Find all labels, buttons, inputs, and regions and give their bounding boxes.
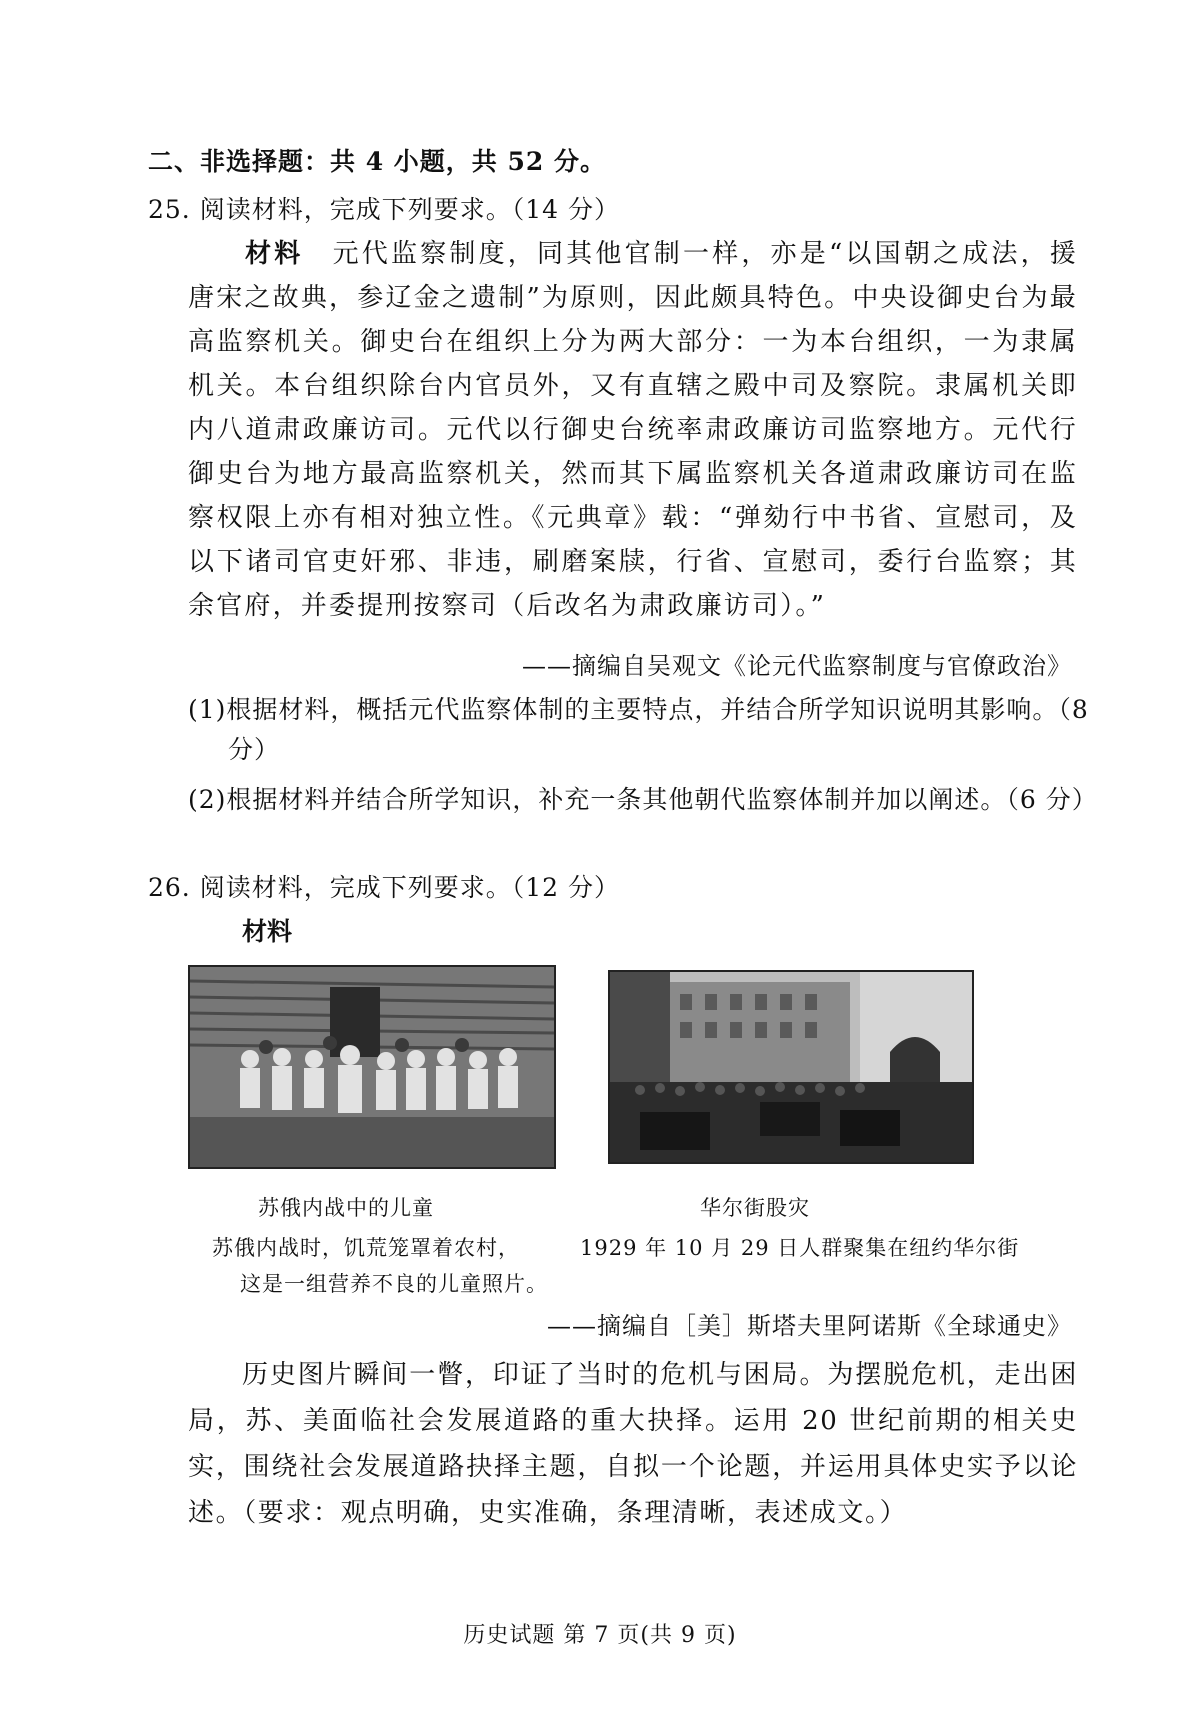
photo-soviet-children-image	[190, 967, 554, 1167]
photo1-caption-line1: 苏俄内战时，饥荒笼罩着农村，	[212, 1236, 520, 1260]
question-25-sub1: (1)根据材料，概括元代监察体制的主要特点，并结合所学知识说明其影响。（8 分）	[188, 695, 1089, 764]
photo2-caption-line1: 1929 年 10 月 29 日人群聚集在纽约华尔街	[580, 1236, 1020, 1260]
question-26-material-label: 材料	[242, 917, 293, 946]
question-25-source: ——摘编自吴观文《论元代监察制度与官僚政治》	[522, 652, 1072, 680]
photo1-title: 苏俄内战中的儿童	[258, 1196, 434, 1220]
photo2-title: 华尔街股灾	[700, 1196, 810, 1220]
question-26-essay-prompt: 历史图片瞬间一瞥，印证了当时的危机与困局。为摆脱危机，走出困局，苏、美面临社会发展道路的重大抉择。运用 20 世纪前期的相关史实，围绕社会发展道路抉择主题，自拟一个论题，并运用具体史实予以论述。（要求：观点明确，史实准确，条理清晰，表述成文。）	[188, 1360, 1078, 1528]
page-footer: 历史试题 第 7 页(共 9 页)	[463, 1623, 737, 1648]
question-25-title: 25. 阅读材料，完成下列要求。（14 分）	[148, 195, 620, 224]
material-text: 元代监察制度，同其他官制一样，亦是“以国朝之成法，援唐宋之故典，参辽金之遗制”为原则，因此颇具特色。中央设御史台为最高监察机关。御史台在组织上分为两大部分：一为本台组织，一为隶属机关。本台组织除台内官员外，又有直辖之殿中司及察院。隶属机关即内八道肃政廉访司。元代以行御史台统率肃政廉访司监察地方。元代行御史台为地方最高监察机关，然而其下属监察机关各道肃政廉访司在监察权限上亦有相对独立性。《元典章》载：“弹劾行中书省、宣慰司，及以下诸司官吏奸邪、非违，刷磨案牍，行省、宣慰司，委行台监察；其余官府，并委提刑按察司（后改名为肃政廉访司）。”	[188, 239, 1079, 621]
question-25-sub2: (2)根据材料并结合所学知识，补充一条其他朝代监察体制并加以阐述。（6 分）	[188, 785, 1098, 814]
photo1-caption-line2: 这是一组营养不良的儿童照片。	[240, 1272, 548, 1296]
material-label: 材料	[245, 239, 304, 269]
question-26-title: 26. 阅读材料，完成下列要求。（12 分）	[148, 873, 620, 902]
photo-soviet-children	[188, 965, 556, 1169]
photo-wall-street-image	[610, 972, 972, 1162]
question-26-source: ——摘编自［美］斯塔夫里阿诺斯《全球通史》	[547, 1312, 1072, 1340]
photo-wall-street-crash	[608, 970, 974, 1164]
section-title: 二、非选择题：共 4 小题，共 52 分。	[148, 147, 607, 176]
question-25-material	[188, 232, 1078, 628]
